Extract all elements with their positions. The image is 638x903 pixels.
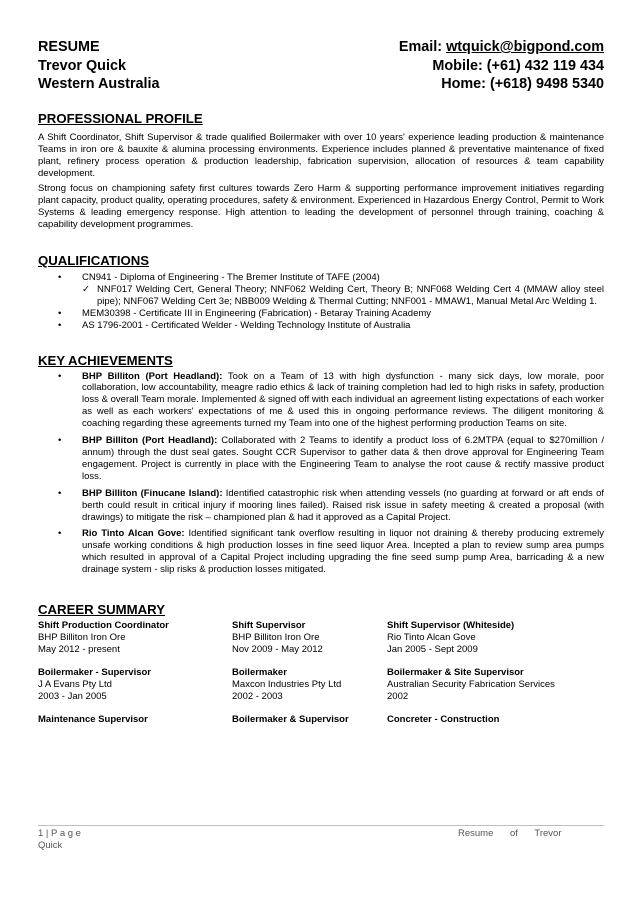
career-dates: Jan 2005 - Sept 2009 bbox=[387, 644, 478, 656]
career-entry bbox=[232, 667, 387, 703]
career-entry bbox=[387, 620, 604, 656]
career-company: J A Evans Pty Ltd bbox=[38, 679, 112, 691]
bullet-icon: • bbox=[58, 307, 62, 319]
list-item bbox=[38, 272, 604, 308]
career-company: BHP Billiton Iron Ore bbox=[38, 632, 126, 644]
candidate-location: Western Australia bbox=[38, 76, 160, 93]
career-role: Concreter - Construction bbox=[387, 714, 500, 726]
career-role: Boilermaker bbox=[232, 667, 287, 679]
qualifications-section bbox=[38, 253, 604, 332]
career-entry bbox=[232, 620, 387, 656]
career-role: Shift Supervisor (Whiteside) bbox=[387, 620, 515, 632]
email-line bbox=[399, 38, 604, 57]
qualification-subtext: NNF017 Welding Cert, General Theory; NNF062 Welding Cert, Theory B; NNF068 Welding Cert 4 (MMAW alloy steel pipe); NNF067 Welding Cert 3e; NBB009 Welding & Thermal Cutting; NNF001 - MMAW1, Manual Metal Arc Welding 1. bbox=[97, 283, 604, 307]
profile-paragraph-1: A Shift Coordinator, Shift Supervisor & trade qualified Boilermaker with over 10 years' experience leading production & maintenance Teams in iron ore & bauxite & alumina processing environments. Experience includes planned & preventative maintenance of fixed plant, refinery process operation & production leadership, fabrication supervision, allocation of resources & team capability development. bbox=[38, 131, 604, 179]
qualification-text: MEM30398 - Certificate III in Engineering (Fabrication) - Betaray Training Academy bbox=[82, 307, 432, 319]
career-company: Australian Security Fabrication Services bbox=[387, 679, 555, 691]
career-dates: May 2012 - present bbox=[38, 644, 120, 656]
achievements-title: KEY ACHIEVEMENTS bbox=[38, 352, 173, 368]
career-entry bbox=[38, 714, 232, 726]
page-number: 1 | P a g e bbox=[38, 828, 81, 839]
career-role: Boilermaker & Site Supervisor bbox=[387, 667, 524, 679]
list-item bbox=[38, 435, 604, 483]
bullet-icon: • bbox=[58, 435, 62, 447]
resume-page bbox=[38, 38, 604, 737]
career-company: BHP Billiton Iron Ore bbox=[232, 632, 320, 644]
career-entry bbox=[232, 714, 387, 726]
career-title: CAREER SUMMARY bbox=[38, 602, 165, 618]
footer-title-continued: Quick bbox=[38, 840, 63, 851]
bullet-icon: • bbox=[58, 528, 62, 540]
qualification-text: AS 1796-2001 - Certificated Welder - Welding Technology Institute of Australia bbox=[82, 319, 411, 331]
bullet-icon: • bbox=[58, 370, 62, 382]
career-company: Maxcon Industries Pty Ltd bbox=[232, 679, 342, 691]
career-dates: 2002 bbox=[387, 691, 409, 703]
profile-section bbox=[38, 111, 604, 231]
list-item bbox=[38, 308, 604, 320]
career-entry bbox=[38, 667, 232, 703]
qualification-sublist bbox=[82, 284, 604, 308]
bullet-icon: • bbox=[58, 272, 62, 284]
career-entry bbox=[387, 714, 604, 726]
career-dates: Nov 2009 - May 2012 bbox=[232, 644, 323, 656]
email-label: Email: bbox=[398, 39, 443, 55]
achievement-text: Identified significant tank overflow resulting in liquor not draining & thereby producing extremely unsafe working conditions & high production losses in fine seed liquor Area. Incepted a plan to review sump area pumps which resulted in approval of a Capital Project including upgrading the fine seed sump pump Area, barricading & a new drainage system - slip risks & production losses mitigated. bbox=[82, 528, 605, 576]
career-role: Boilermaker - Supervisor bbox=[38, 667, 151, 679]
career-entry bbox=[387, 667, 604, 703]
list-item bbox=[38, 320, 604, 332]
career-role: Shift Production Coordinator bbox=[38, 620, 169, 632]
achievement-lead: BHP Billiton (Port Headland): bbox=[82, 435, 218, 447]
career-role: Shift Supervisor bbox=[232, 620, 306, 632]
list-item bbox=[38, 528, 604, 576]
profile-title: PROFESSIONAL PROFILE bbox=[38, 110, 203, 126]
email-link[interactable]: wtquick@bigpond.com bbox=[446, 39, 604, 55]
list-item bbox=[38, 488, 604, 524]
career-role: Maintenance Supervisor bbox=[38, 714, 148, 726]
qualification-text: CN941 - Diploma of Engineering - The Bremer Institute of TAFE (2004) bbox=[82, 272, 380, 284]
home-number: Home: (+618) 9498 5340 bbox=[441, 76, 604, 93]
achievements-section bbox=[38, 353, 604, 577]
profile-paragraph-2: Strong focus on championing safety first cultures towards Zero Harm & supporting performance improvement initiatives regarding plant capacity, product quality, operating procedures, safety & environment. Experienced in Hazardous Energy Control, Permit to Work Systems & leading emergency response. High attention to leading the development of personnel through training, coaching & capability development programmes. bbox=[38, 183, 604, 231]
resume-header bbox=[38, 38, 604, 94]
qualifications-title: QUALIFICATIONS bbox=[38, 253, 150, 269]
list-item bbox=[82, 284, 604, 308]
footer-divider bbox=[38, 825, 604, 826]
bullet-icon: • bbox=[58, 319, 62, 331]
list-item bbox=[38, 371, 604, 431]
achievement-lead: BHP Billiton (Finucane Island): bbox=[82, 487, 223, 499]
achievement-text: Collaborated with 2 Teams to identify a product loss of 6.2MTPA (equal to $270million / annum) through the dust seal gates. Sought CCR Supervisor to gather data & then drove approval for Engineering Team engagement. Project is currently in place with the Engineering Team to analyse the root cause & rectify massive product loss. bbox=[82, 435, 604, 482]
resume-label: RESUME bbox=[38, 39, 100, 55]
bullet-icon: • bbox=[58, 487, 62, 499]
career-grid bbox=[38, 620, 604, 737]
achievements-list bbox=[38, 371, 604, 577]
career-entry bbox=[38, 620, 232, 656]
career-dates: 2002 - 2003 bbox=[232, 691, 283, 703]
achievement-text: Took on a Team of 13 with high dysfunction - many sick days, low morale, poor collaboration, low accountability, meagre radio ethics & lack of training completion had led to high risks in safety, production loss & overall Team morale. Implemented & signed off with each individual an agreement listing expectations of each worker as well as each workers' expectations of me & used this in ongoing performance reviews. The diligent monitoring & coaching regarding these agreements turned my Team into one of the highest performing production Teams on site. bbox=[82, 370, 604, 430]
footer-title: Resume of Trevor bbox=[458, 828, 562, 839]
candidate-name: Trevor Quick bbox=[38, 57, 126, 74]
achievement-lead: BHP Billiton (Port Headland): bbox=[82, 370, 223, 382]
achievement-lead: Rio Tinto Alcan Gove: bbox=[82, 528, 185, 540]
checkmark-icon: ✓ bbox=[82, 283, 90, 295]
career-role: Boilermaker & Supervisor bbox=[232, 714, 349, 726]
career-dates: 2003 - Jan 2005 bbox=[38, 691, 107, 703]
achievement-text: Identified catastrophic risk when attending vessels (no guarding at forward or aft ends of berth could result in critical injury if mooring lines failed). Raised risk issue in safety meeting & created a proposal (with drawings) to mitigate the risk – championed plan & had it approved as a Capital Project. bbox=[82, 487, 604, 523]
qualifications-list bbox=[38, 272, 604, 332]
mobile-number: Mobile: (+61) 432 119 434 bbox=[432, 57, 604, 74]
career-company: Rio Tinto Alcan Gove bbox=[387, 632, 476, 644]
career-section bbox=[38, 602, 604, 737]
